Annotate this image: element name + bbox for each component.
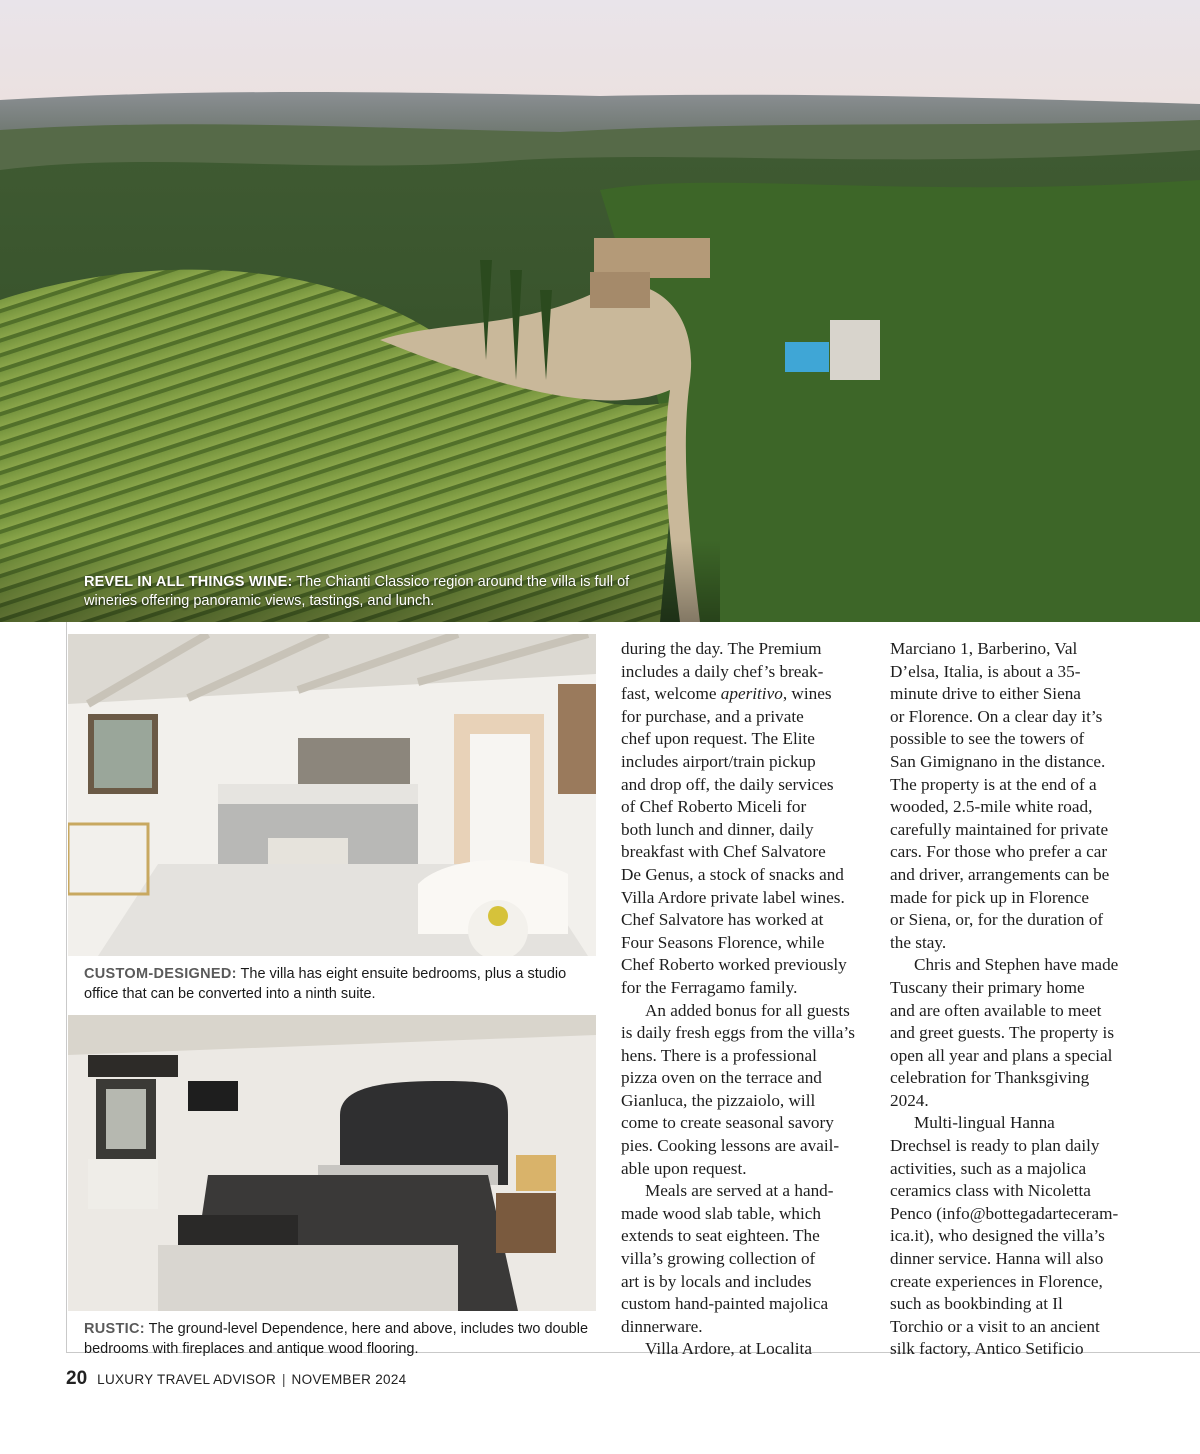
- col2-line: come to create seasonal savory: [621, 1113, 834, 1133]
- page-folio: [66, 1368, 406, 1390]
- body-column-3: [890, 638, 1150, 1361]
- col3-line: celebration for Thanksgiving: [890, 1068, 1090, 1088]
- col2-line: Chef Salvatore has worked at: [621, 910, 824, 930]
- col3-line: and driver, arrangements can be: [890, 864, 1110, 884]
- col2-line: able upon request.: [621, 1158, 747, 1178]
- col3-line: carefully maintained for private: [890, 819, 1109, 839]
- col3-line: ica.it), who designed the villa’s: [890, 1226, 1105, 1246]
- col2-line: includes a daily chef’s break-: [621, 661, 824, 681]
- photo-1-caption: [84, 965, 604, 1004]
- col3-line: create experiences in Florence,: [890, 1271, 1103, 1291]
- body-column-2: [621, 638, 876, 1361]
- col3-line: minute drive to either Siena: [890, 684, 1081, 704]
- col3-paragraph-start: [890, 954, 1150, 977]
- bedroom-photo-2: [68, 1015, 596, 1311]
- vineyard-aerial-image: [0, 0, 1200, 622]
- col3-line: silk factory, Antico Setificio: [890, 1339, 1084, 1359]
- hero-caption-text: The Chianti Classico region around the villa is full of wineries offering panoramic views, tastings, and lunch.: [84, 574, 630, 609]
- col2-line: breakfast with Chef Salvatore: [621, 842, 826, 862]
- col3-line: D’elsa, Italia, is about a 35-: [890, 661, 1081, 681]
- col3-line: The property is at the end of a: [890, 774, 1097, 794]
- col3-line: 2024.: [890, 1090, 929, 1110]
- col2-line: of Chef Roberto Miceli for: [621, 797, 807, 817]
- col2-line: pizza oven on the terrace and: [621, 1068, 822, 1088]
- col2-line: dinnerware.: [621, 1316, 703, 1336]
- photo-1-caption-text: The villa has eight ensuite bedrooms, plus a studio office that can be converted into a ninth suite.: [84, 966, 567, 1002]
- hero-photo: [0, 0, 1200, 622]
- col3-line: Penco (info@bottegadarteceram-: [890, 1203, 1119, 1223]
- col3-line: possible to see the towers of: [890, 729, 1085, 749]
- col2-line: extends to seat eighteen. The: [621, 1226, 820, 1246]
- col2-paragraph-start: [621, 1180, 876, 1203]
- col2-line-end: , wines: [782, 684, 832, 704]
- col3-line: Drechsel is ready to plan daily: [890, 1136, 1100, 1156]
- frame-left-rule: [66, 622, 67, 1353]
- col2-paragraph-start: [621, 1000, 876, 1023]
- col2-line: includes airport/train pickup: [621, 751, 816, 771]
- col3-line: activities, such as a majolica: [890, 1158, 1087, 1178]
- col3-paragraph-start: [890, 1112, 1150, 1135]
- col3-line: San Gimignano in the distance.: [890, 751, 1106, 771]
- col2-line: pies. Cooking lessons are avail-: [621, 1136, 840, 1156]
- col3-line: made for pick up in Florence: [890, 887, 1090, 907]
- col3-line-text: Chris and Stephen have made: [914, 955, 1119, 975]
- col2-line-text: An added bonus for all guests: [645, 1000, 850, 1020]
- col2-line: is daily fresh eggs from the villa’s: [621, 1023, 855, 1043]
- col3-line: and are often available to meet: [890, 1000, 1102, 1020]
- dark-bedroom-image: [68, 1015, 596, 1311]
- bright-bedroom-image: [68, 634, 596, 956]
- publication-name: LUXURY TRAVEL ADVISOR: [97, 1372, 277, 1387]
- hero-caption: [84, 573, 684, 611]
- col3-line: Marciano 1, Barberino, Val: [890, 639, 1078, 658]
- col3-line: Torchio or a visit to an ancient: [890, 1316, 1100, 1336]
- bedroom-photo-1: [68, 634, 596, 956]
- col3-line: such as bookbinding at Il: [890, 1294, 1063, 1314]
- col2-line: villa’s growing collection of: [621, 1249, 816, 1269]
- col3-line: Tuscany their primary home: [890, 977, 1085, 997]
- col3-line: ceramics class with Nicoletta: [890, 1181, 1091, 1201]
- col2-line: [621, 683, 876, 706]
- col2-line: for the Ferragamo family.: [621, 977, 798, 997]
- col2-line-text: Villa Ardore, at Localita: [645, 1339, 812, 1359]
- col2-line: hens. There is a professional: [621, 1045, 817, 1065]
- col3-line: and greet guests. The property is: [890, 1023, 1115, 1043]
- col3-line: cars. For those who prefer a car: [890, 842, 1108, 862]
- col3-line: or Florence. On a clear day it’s: [890, 706, 1103, 726]
- photo-2-caption-kicker: RUSTIC:: [84, 1321, 145, 1337]
- col3-line-text: Multi-lingual Hanna: [914, 1113, 1055, 1133]
- hero-caption-kicker: REVEL IN ALL THINGS WINE:: [84, 574, 293, 590]
- col3-line: wooded, 2.5-mile white road,: [890, 797, 1093, 817]
- col2-line: Four Seasons Florence, while: [621, 932, 825, 952]
- col2-line-start: fast, welcome: [621, 684, 721, 704]
- col2-line: De Genus, a stock of snacks and: [621, 864, 844, 884]
- col2-line: art is by locals and includes: [621, 1271, 812, 1291]
- col2-line: for purchase, and a private: [621, 706, 804, 726]
- photo-2-caption-text: The ground-level Dependence, here and above, includes two double bedrooms with fireplaces and antique wood flooring.: [84, 1321, 589, 1357]
- col2-line: custom hand-painted majolica: [621, 1294, 829, 1314]
- col2-line: during the day. The Premium: [621, 639, 822, 658]
- issue-date: NOVEMBER 2024: [291, 1372, 407, 1387]
- col2-line: and drop off, the daily services: [621, 774, 834, 794]
- col2-line: both lunch and dinner, daily: [621, 819, 814, 839]
- col2-line-text: Meals are served at a hand-: [645, 1181, 834, 1201]
- col3-line: or Siena, or, for the duration of: [890, 910, 1104, 930]
- folio-separator: |: [282, 1372, 286, 1387]
- photo-2-caption: [84, 1320, 604, 1359]
- col2-line: Villa Ardore private label wines.: [621, 887, 845, 907]
- col2-line: Chef Roberto worked previously: [621, 955, 847, 975]
- col3-line: dinner service. Hanna will also: [890, 1249, 1104, 1269]
- col3-line: open all year and plans a special: [890, 1045, 1113, 1065]
- photo-1-caption-kicker: CUSTOM-DESIGNED:: [84, 966, 237, 982]
- col3-line: the stay.: [890, 932, 947, 952]
- col2-line: chef upon request. The Elite: [621, 729, 815, 749]
- col2-paragraph-start: [621, 1338, 876, 1361]
- col2-line: Gianluca, the pizzaiolo, will: [621, 1090, 816, 1110]
- aperitivo-word: aperitivo: [720, 684, 783, 704]
- col2-line: made wood slab table, which: [621, 1203, 821, 1223]
- page-number: 20: [66, 1368, 88, 1389]
